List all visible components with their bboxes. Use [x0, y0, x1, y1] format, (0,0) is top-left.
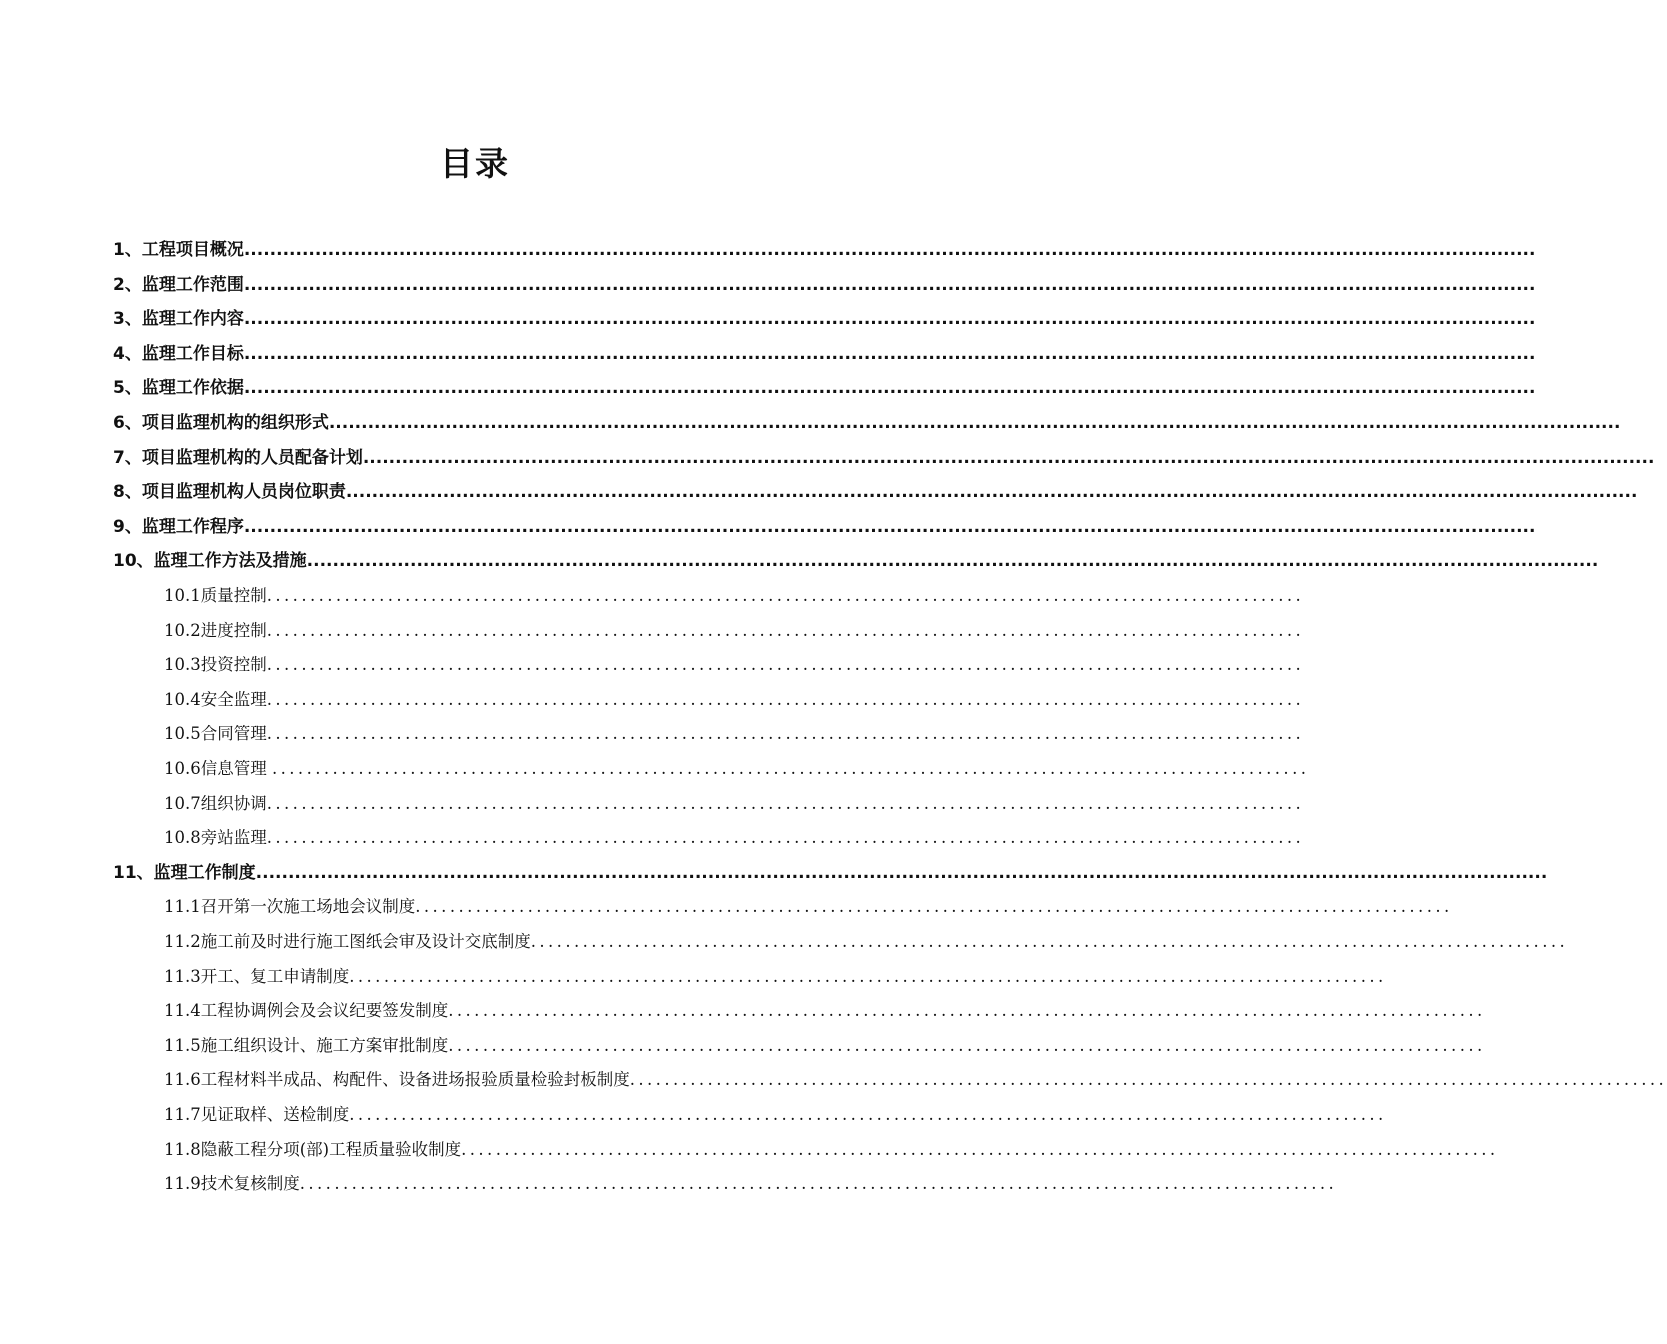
toc-dot-leader: ........................................................................................................................................................................................................ — [328, 413, 1621, 433]
toc-entry[interactable] — [164, 997, 1486, 1025]
toc-entry-label: 7、项目监理机构的人员配备计划 — [113, 447, 363, 468]
toc-entry-label: 11.1召开第一次施工场地会议制度 — [164, 897, 416, 917]
toc-entry[interactable] — [113, 340, 1536, 368]
toc-dot-leader: ........................................................................................................................................................................................................ — [362, 447, 1655, 468]
toc-dot-leader: ........................................................................................................................ — [299, 1174, 1338, 1194]
toc-entry-label: 10.2进度控制 — [164, 620, 267, 640]
toc-entry-label: 2、监理工作范围 — [113, 274, 244, 295]
toc-entry-label: 11.5施工组织设计、施工方案审批制度 — [164, 1035, 449, 1055]
toc-entry[interactable] — [164, 893, 1453, 921]
toc-entry[interactable] — [164, 720, 1305, 748]
toc-dot-leader: ........................................................................................................................................................................................................ — [243, 240, 1536, 260]
toc-entry[interactable] — [164, 1136, 1499, 1164]
toc-entry[interactable] — [164, 790, 1305, 818]
toc-entry[interactable] — [113, 374, 1536, 402]
toc-entry-label: 8、项目监理机构人员岗位职责 — [113, 482, 346, 503]
toc-entry[interactable] — [164, 928, 1569, 956]
toc-entry[interactable] — [113, 859, 1548, 887]
toc-dot-leader: ........................................................................................................................................................................................................ — [255, 862, 1548, 883]
toc-entry-label: 11.7见证取样、送检制度 — [164, 1105, 350, 1124]
toc-dot-leader: ........................................................................................................................ — [448, 1001, 1486, 1021]
toc-dot-leader: ........................................................................................................................ — [461, 1139, 1499, 1159]
toc-entry-label: 3、监理工作内容 — [113, 309, 244, 330]
toc-entry-label: 11.4工程协调例会及会议纪要签发制度 — [164, 1001, 449, 1021]
toc-entry[interactable] — [113, 409, 1621, 437]
toc-entry-label: 11.9技术复核制度 — [164, 1174, 300, 1194]
toc-entry[interactable] — [164, 1170, 1338, 1198]
toc-dot-leader: ........................................................................................................................ — [448, 1035, 1486, 1055]
toc-entry-label: 11、监理工作制度 — [113, 862, 256, 883]
toc-dot-leader: ........................................................................................................................ — [266, 793, 1305, 813]
toc-dot-leader: ........................................................................................................................................................................................................ — [243, 309, 1536, 330]
toc-entry[interactable] — [164, 617, 1305, 645]
toc-dot-leader: ........................................................................................................................................................................................................ — [345, 482, 1638, 503]
toc-entry-label: 4、监理工作目标 — [113, 343, 244, 364]
toc-dot-leader: ........................................................................................................................ — [266, 689, 1305, 709]
toc-entry-label: 10.8旁站监理 — [164, 828, 267, 848]
toc-entry[interactable] — [113, 305, 1536, 333]
toc-entry-label: 11.3开工、复工申请制度 — [164, 966, 350, 986]
toc-dot-leader: ........................................................................................................................ — [266, 586, 1305, 605]
toc-entry[interactable] — [113, 271, 1536, 299]
toc-entry[interactable] — [113, 547, 1599, 575]
toc-dot-leader: ........................................................................................................................ — [629, 1070, 1667, 1090]
toc-dot-leader: ........................................................................................................................ — [349, 966, 1387, 986]
toc-entry[interactable] — [164, 755, 1310, 783]
toc-dot-leader: ........................................................................................................................ — [266, 828, 1305, 848]
toc-entry[interactable] — [113, 236, 1536, 264]
toc-entry[interactable] — [164, 686, 1305, 714]
toc-entry-label: 5、监理工作依据 — [113, 378, 244, 399]
toc-dot-leader: ........................................................................................................................ — [415, 897, 1453, 917]
toc-entry-label: 10.5合同管理 — [164, 724, 267, 744]
toc-entry-label: 9、监理工作程序 — [113, 516, 244, 537]
toc-dot-leader: ........................................................................................................................ — [266, 620, 1305, 640]
toc-entry-label: 1、工程项目概况 — [113, 240, 244, 260]
toc-entry-label: 6、项目监理机构的组织形式 — [113, 413, 329, 433]
toc-entry-label: 11.2施工前及时进行施工图纸会审及设计交底制度 — [164, 932, 531, 951]
toc-dot-leader: ........................................................................................................................ — [530, 932, 1569, 951]
toc-entry[interactable] — [164, 824, 1305, 852]
toc-entry-label: 10.1质量控制 — [164, 586, 267, 605]
toc-dot-leader: ........................................................................................................................ — [349, 1105, 1387, 1124]
page-title: 目录 — [440, 144, 510, 183]
toc-dot-leader: ........................................................................................................................ — [266, 655, 1305, 675]
toc-dot-leader: ........................................................................................................................................................................................................ — [306, 551, 1599, 572]
toc-dot-leader: ........................................................................................................................................................................................................ — [243, 274, 1536, 295]
toc-entry[interactable] — [164, 651, 1305, 679]
toc-entry-label: 10.3投资控制 — [164, 655, 267, 675]
toc-entry[interactable] — [164, 1066, 1667, 1094]
toc-entry-label: 11.8隐蔽工程分项(部)工程质量验收制度 — [164, 1139, 462, 1159]
toc-dot-leader: ........................................................................................................................................................................................................ — [243, 516, 1536, 537]
toc-dot-leader: ........................................................................................................................ — [266, 724, 1305, 744]
toc-entry[interactable] — [113, 444, 1655, 472]
toc-entry[interactable] — [164, 1101, 1387, 1129]
toc-dot-leader: ........................................................................................................................................................................................................ — [243, 343, 1536, 364]
toc-dot-leader: ........................................................................................................................................................................................................ — [243, 378, 1536, 399]
toc-entry-label: 10.7组织协调 — [164, 793, 267, 813]
toc-entry-label: 10.6信息管理 — [164, 759, 272, 778]
toc-entry[interactable] — [113, 513, 1536, 541]
toc-entry[interactable] — [164, 582, 1305, 610]
toc-entry[interactable] — [113, 478, 1638, 506]
toc-entry[interactable] — [164, 963, 1387, 991]
toc-entry-label: 10、监理工作方法及措施 — [113, 551, 307, 572]
toc-entry[interactable] — [164, 1032, 1486, 1060]
toc-dot-leader: ........................................................................................................................ — [271, 759, 1310, 778]
toc-entry-label: 11.6工程材料半成品、构配件、设备进场报验质量检验封板制度 — [164, 1070, 630, 1090]
toc-entry-label: 10.4安全监理 — [164, 689, 267, 709]
